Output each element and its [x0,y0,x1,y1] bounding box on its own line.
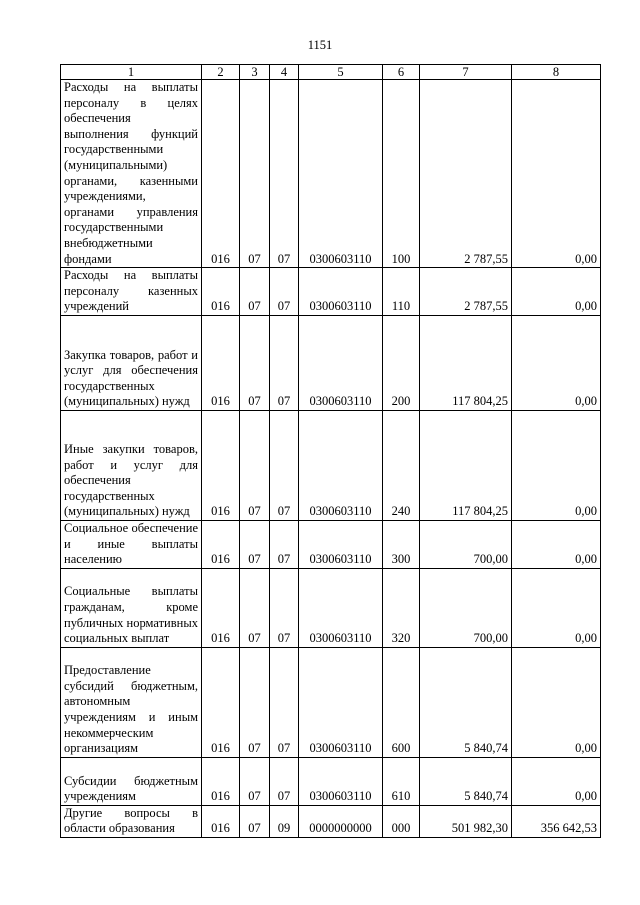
cell-subsection: 09 [270,805,299,837]
table-row [61,757,601,805]
cell-amount-2: 0,00 [512,410,601,520]
column-header: 1 [61,65,202,80]
cell-amount: 501 982,30 [420,805,512,837]
cell-ministry: 016 [202,315,240,410]
cell-amount: 2 787,55 [420,268,512,316]
table-row [61,80,601,268]
header-row [61,65,601,80]
cell-target: 0300603110 [299,315,383,410]
cell-ministry: 016 [202,410,240,520]
cell-subsection: 07 [270,268,299,316]
row-name: Социальные выплаты гражданам, кроме публичных нормативных социальных выплат [61,568,202,647]
column-header: 5 [299,65,383,80]
cell-type: 100 [383,80,420,268]
table-row [61,647,601,757]
cell-ministry: 016 [202,805,240,837]
cell-amount-2: 0,00 [512,80,601,268]
cell-target: 0300603110 [299,757,383,805]
cell-section: 07 [240,80,270,268]
cell-ministry: 016 [202,520,240,568]
cell-section: 07 [240,805,270,837]
row-name: Иные закупки товаров, работ и услуг для обеспечения государственных (муниципальных) нужд [61,410,202,520]
cell-subsection: 07 [270,80,299,268]
row-name: Субсидии бюджетным учреждениям [61,757,202,805]
cell-type: 300 [383,520,420,568]
column-header: 4 [270,65,299,80]
cell-target: 0300603110 [299,568,383,647]
budget-table [60,64,601,838]
cell-amount: 700,00 [420,568,512,647]
cell-amount: 2 787,55 [420,80,512,268]
cell-subsection: 07 [270,520,299,568]
table-row [61,410,601,520]
cell-subsection: 07 [270,315,299,410]
cell-section: 07 [240,520,270,568]
column-header: 8 [512,65,601,80]
page-number: 1151 [307,38,333,52]
column-header: 6 [383,65,420,80]
cell-section: 07 [240,757,270,805]
column-header: 2 [202,65,240,80]
cell-amount-2: 0,00 [512,568,601,647]
cell-section: 07 [240,647,270,757]
cell-target: 0300603110 [299,80,383,268]
table-row [61,315,601,410]
table-row [61,568,601,647]
cell-amount: 5 840,74 [420,647,512,757]
cell-amount: 5 840,74 [420,757,512,805]
row-name: Закупка товаров, работ и услуг для обеспечения государственных (муниципальных) нужд [61,315,202,410]
cell-amount-2: 356 642,53 [512,805,601,837]
cell-ministry: 016 [202,647,240,757]
row-name: Расходы на выплаты персоналу казенных учреждений [61,268,202,316]
row-name: Другие вопросы в области образования [61,805,202,837]
cell-section: 07 [240,410,270,520]
table-row [61,805,601,837]
cell-type: 610 [383,757,420,805]
cell-target: 0000000000 [299,805,383,837]
cell-type: 200 [383,315,420,410]
cell-amount-2: 0,00 [512,315,601,410]
column-header: 3 [240,65,270,80]
cell-amount-2: 0,00 [512,268,601,316]
row-name: Социальное обеспечение и иные выплаты населению [61,520,202,568]
cell-target: 0300603110 [299,647,383,757]
cell-amount-2: 0,00 [512,647,601,757]
cell-type: 110 [383,268,420,316]
cell-amount: 700,00 [420,520,512,568]
column-header: 7 [420,65,512,80]
cell-subsection: 07 [270,568,299,647]
table-row [61,268,601,316]
cell-section: 07 [240,315,270,410]
cell-type: 320 [383,568,420,647]
cell-subsection: 07 [270,757,299,805]
cell-type: 600 [383,647,420,757]
row-name: Предоставление субсидий бюджетным, автономным учреждениям и иным некоммерческим организациям [61,647,202,757]
cell-ministry: 016 [202,568,240,647]
cell-ministry: 016 [202,757,240,805]
cell-subsection: 07 [270,410,299,520]
cell-subsection: 07 [270,647,299,757]
cell-target: 0300603110 [299,410,383,520]
cell-ministry: 016 [202,80,240,268]
row-name: Расходы на выплаты персоналу в целях обеспечения выполнения функций государственными (муниципальными) органами, казенными учреждениями, органами управления государственными внебюджетными фондами [61,80,202,268]
cell-amount-2: 0,00 [512,520,601,568]
cell-section: 07 [240,268,270,316]
cell-target: 0300603110 [299,268,383,316]
table-row [61,520,601,568]
cell-amount: 117 804,25 [420,315,512,410]
cell-ministry: 016 [202,268,240,316]
cell-type: 240 [383,410,420,520]
cell-amount-2: 0,00 [512,757,601,805]
cell-section: 07 [240,568,270,647]
cell-type: 000 [383,805,420,837]
cell-amount: 117 804,25 [420,410,512,520]
cell-target: 0300603110 [299,520,383,568]
